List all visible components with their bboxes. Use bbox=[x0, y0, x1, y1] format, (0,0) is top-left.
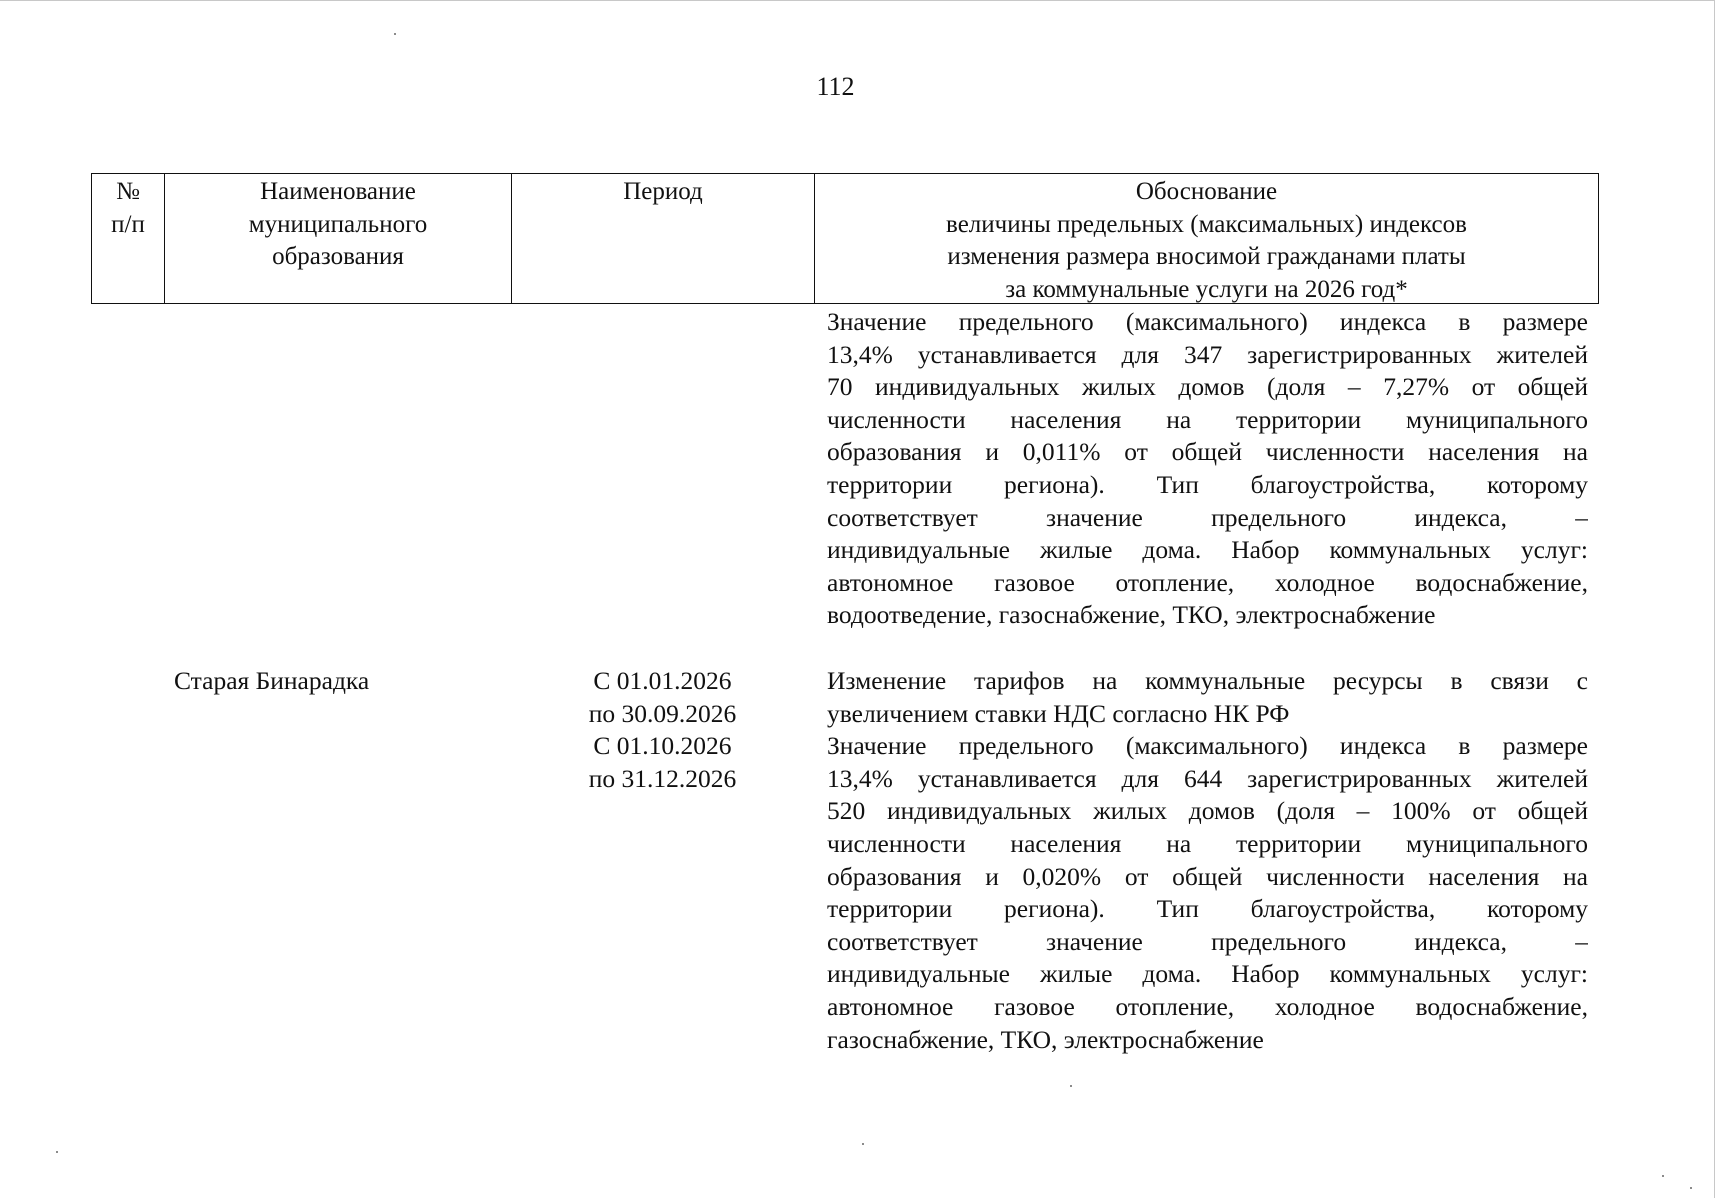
scan-speck bbox=[56, 1151, 58, 1153]
scan-speck bbox=[1662, 1175, 1664, 1177]
header-cell-basis bbox=[815, 174, 1598, 303]
table-header bbox=[91, 173, 1599, 304]
header-number-line: п/п bbox=[111, 210, 145, 238]
header-basis-line: за коммунальные услуги на 2026 год* bbox=[1005, 275, 1408, 303]
municipality-name: Старая Бинарадка bbox=[174, 666, 370, 695]
period-list bbox=[511, 665, 814, 795]
continuation-basis-text bbox=[827, 306, 1588, 632]
text-line: индивидуальные жилые дома. Набор коммунальных услуг: bbox=[827, 535, 1588, 565]
text-line: автономное газовое отопление, холодное водоснабжение, bbox=[827, 991, 1588, 1021]
header-municipality-line: муниципального bbox=[248, 210, 428, 238]
text-line: соответствует значение предельного индекса, – bbox=[827, 502, 1588, 532]
header-basis-line: Обоснование bbox=[1135, 178, 1278, 205]
text-line: территории региона). Тип благоустройства, которому bbox=[827, 894, 1588, 924]
header-municipality-line: Наименование bbox=[260, 178, 416, 205]
text-line: индивидуальные жилые дома. Набор коммунальных услуг: bbox=[827, 959, 1588, 989]
scan-speck bbox=[1070, 1085, 1072, 1087]
text-line: водоотведение, газоснабжение, ТКО, электроснабжение bbox=[827, 600, 1436, 630]
header-cell-period bbox=[512, 174, 815, 303]
text-line: численности населения на территории муниципального bbox=[827, 404, 1588, 434]
header-cell-municipality bbox=[165, 174, 512, 303]
row-basis-text bbox=[827, 665, 1588, 1056]
text-line: численности населения на территории муниципального bbox=[827, 828, 1588, 858]
header-basis-line: изменения размера вносимой гражданами платы bbox=[947, 243, 1466, 270]
header-period-line: Период bbox=[623, 178, 703, 205]
text-line: Изменение тарифов на коммунальные ресурсы в связи с bbox=[827, 666, 1588, 695]
text-line: газоснабжение, ТКО, электроснабжение bbox=[827, 1024, 1264, 1054]
text-line: Значение предельного (максимального) индекса в размере bbox=[827, 731, 1588, 761]
text-line: Значение предельного (максимального) индекса в размере bbox=[827, 307, 1588, 336]
text-line: 70 индивидуальных жилых домов (доля – 7,27% от общей bbox=[827, 372, 1588, 402]
text-line: увеличением ставки НДС согласно НК РФ bbox=[827, 698, 1290, 728]
period-line: по 31.12.2026 bbox=[588, 763, 737, 793]
header-municipality-line: образования bbox=[272, 243, 404, 270]
text-line: 520 индивидуальных жилых домов (доля – 100% от общей bbox=[827, 796, 1588, 826]
text-line: 13,4% устанавливается для 644 зарегистрированных жителей bbox=[827, 763, 1588, 793]
scan-speck bbox=[1690, 1187, 1692, 1189]
text-line: 13,4% устанавливается для 347 зарегистрированных жителей bbox=[827, 339, 1588, 369]
scan-speck bbox=[862, 1143, 864, 1145]
period-line: по 30.09.2026 bbox=[588, 698, 737, 728]
text-line: образования и 0,020% от общей численности населения на bbox=[827, 861, 1588, 891]
header-cell-number bbox=[92, 174, 165, 303]
period-line: С 01.01.2026 bbox=[593, 666, 732, 695]
scan-speck bbox=[394, 33, 396, 35]
header-number-line: № bbox=[116, 178, 140, 205]
page-number: 112 bbox=[816, 72, 855, 101]
period-line: С 01.10.2026 bbox=[593, 731, 732, 761]
text-line: автономное газовое отопление, холодное водоснабжение, bbox=[827, 567, 1588, 597]
text-line: территории региона). Тип благоустройства, которому bbox=[827, 469, 1588, 499]
header-basis-line: величины предельных (максимальных) индексов bbox=[946, 210, 1467, 238]
text-line: соответствует значение предельного индекса, – bbox=[827, 926, 1588, 956]
text-line: образования и 0,011% от общей численности населения на bbox=[827, 437, 1588, 467]
